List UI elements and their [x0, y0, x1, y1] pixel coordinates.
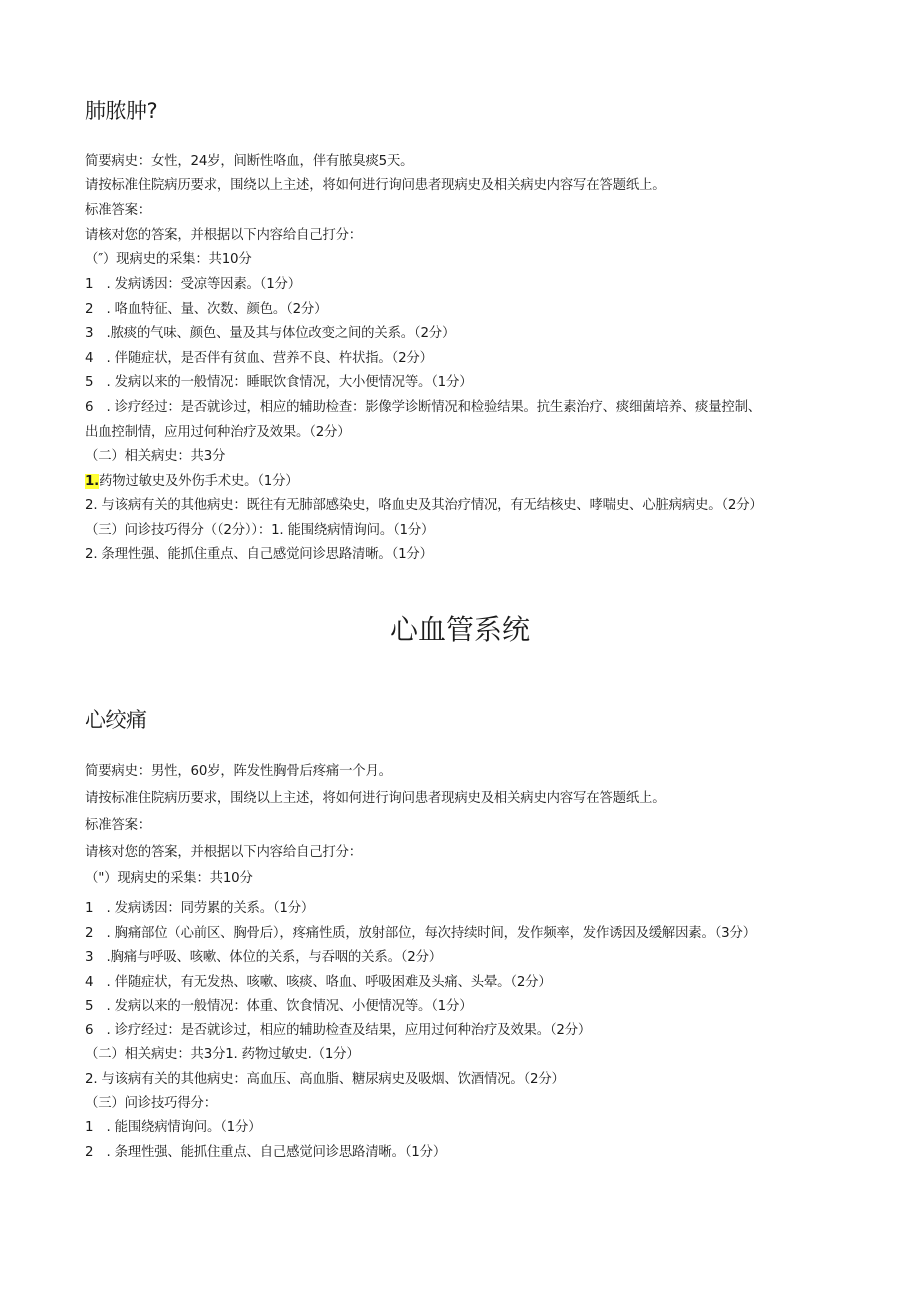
text-line: 3 .脓痰的气味、颜色、量及其与体位改变之间的关系。（2分） — [85, 326, 456, 341]
section-title-lung-abscess: 肺脓肿? — [85, 99, 158, 123]
text-line — [85, 474, 299, 490]
text-line: 4 . 伴随症状，有无发热、咳嗽、咳痰、咯血、呼吸困难及头痛、头晕。（2分） — [85, 975, 552, 990]
text-line: 6 . 诊疗经过：是否就诊过，相应的辅助检查及结果，应用过何种治疗及效果。（2分） — [85, 1023, 592, 1038]
text-line: 2 . 胸痛部位（心前区、胸骨后），疼痛性质，放射部位，每次持续时间，发作频率，发作诱因及缓解因素。（3分） — [85, 926, 756, 941]
text-line: 1 . 能围绕病情询问。（1分） — [85, 1120, 262, 1135]
text-line: （″）现病史的采集：共10分 — [85, 252, 252, 267]
text-line: 请按标准住院病历要求，围绕以上主述，将如何进行询问患者现病史及相关病史内容写在答题纸上。 — [85, 178, 666, 193]
text-line: 6 . 诊疗经过：是否就诊过，相应的辅助检查：影像学诊断情况和检验结果。抗生素治疗、痰细菌培养、痰量控制、 — [85, 400, 761, 415]
highlighted-marker: 1. — [85, 474, 100, 489]
text-line: 5 . 发病以来的一般情况：睡眠饮食情况，大小便情况等。（1分） — [85, 375, 473, 390]
text-line: 2. 与该病有关的其他病史：高血压、高血脂、糖尿病史及吸烟、饮酒情况。（2分） — [85, 1072, 565, 1087]
text-span: 药物过敏史及外伤手术史。（1分） — [99, 474, 299, 489]
text-line: 1 . 发病诱因：受凉等因素。（1分） — [85, 277, 301, 292]
text-line: 2. 条理性强、能抓住重点、自己感觉问诊思路清晰。（1分） — [85, 547, 433, 562]
text-line: （三）问诊技巧得分： — [85, 1096, 217, 1111]
text-line: 标准答案： — [85, 203, 151, 218]
text-line: 简要病史：男性，60岁，阵发性胸骨后疼痛一个月。 — [85, 764, 392, 779]
text-line: 请按标准住院病历要求，围绕以上主述，将如何进行询问患者现病史及相关病史内容写在答题纸上。 — [85, 791, 666, 806]
text-line: （三）问诊技巧得分（（2分））：1. 能围绕病情询问。（1分） — [85, 523, 435, 538]
text-line: 2 . 咯血特征、量、次数、颜色。（2分） — [85, 302, 328, 317]
text-line: 出血控制情，应用过何种治疗及效果。（2分） — [85, 425, 351, 440]
text-line: 请核对您的答案，并根据以下内容给自己打分： — [85, 845, 363, 860]
text-line: 简要病史：女性，24岁，间断性咯血，伴有脓臭痰5天。 — [85, 154, 414, 169]
text-line: （"）现病史的采集：共10分 — [85, 871, 253, 886]
section-title-angina: 心绞痛 — [85, 708, 147, 732]
text-line: 请核对您的答案，并根据以下内容给自己打分： — [85, 228, 363, 243]
text-line: 2. 与该病有关的其他病史：既往有无肺部感染史，咯血史及其治疗情况，有无结核史、哮喘史、心脏病病史。（2分） — [85, 498, 763, 513]
text-line: 3 .胸痛与呼吸、咳嗽、体位的关系，与吞咽的关系。（2分） — [85, 950, 442, 965]
text-line: 标准答案： — [85, 818, 151, 833]
text-line: 1 . 发病诱因：同劳累的关系。（1分） — [85, 901, 315, 916]
text-line: （二）相关病史：共3分 — [85, 449, 226, 464]
text-line: 4 . 伴随症状，是否伴有贫血、营养不良、杵状指。（2分） — [85, 351, 433, 366]
text-line: 2 . 条理性强、能抓住重点、自己感觉问诊思路清晰。（1分） — [85, 1145, 447, 1160]
text-line: 5 . 发病以来的一般情况：体重、饮食情况、小便情况等。（1分） — [85, 999, 473, 1014]
chapter-title: 心血管系统 — [389, 613, 530, 646]
text-line: （二）相关病史：共3分1. 药物过敏史.（1分） — [85, 1047, 360, 1062]
